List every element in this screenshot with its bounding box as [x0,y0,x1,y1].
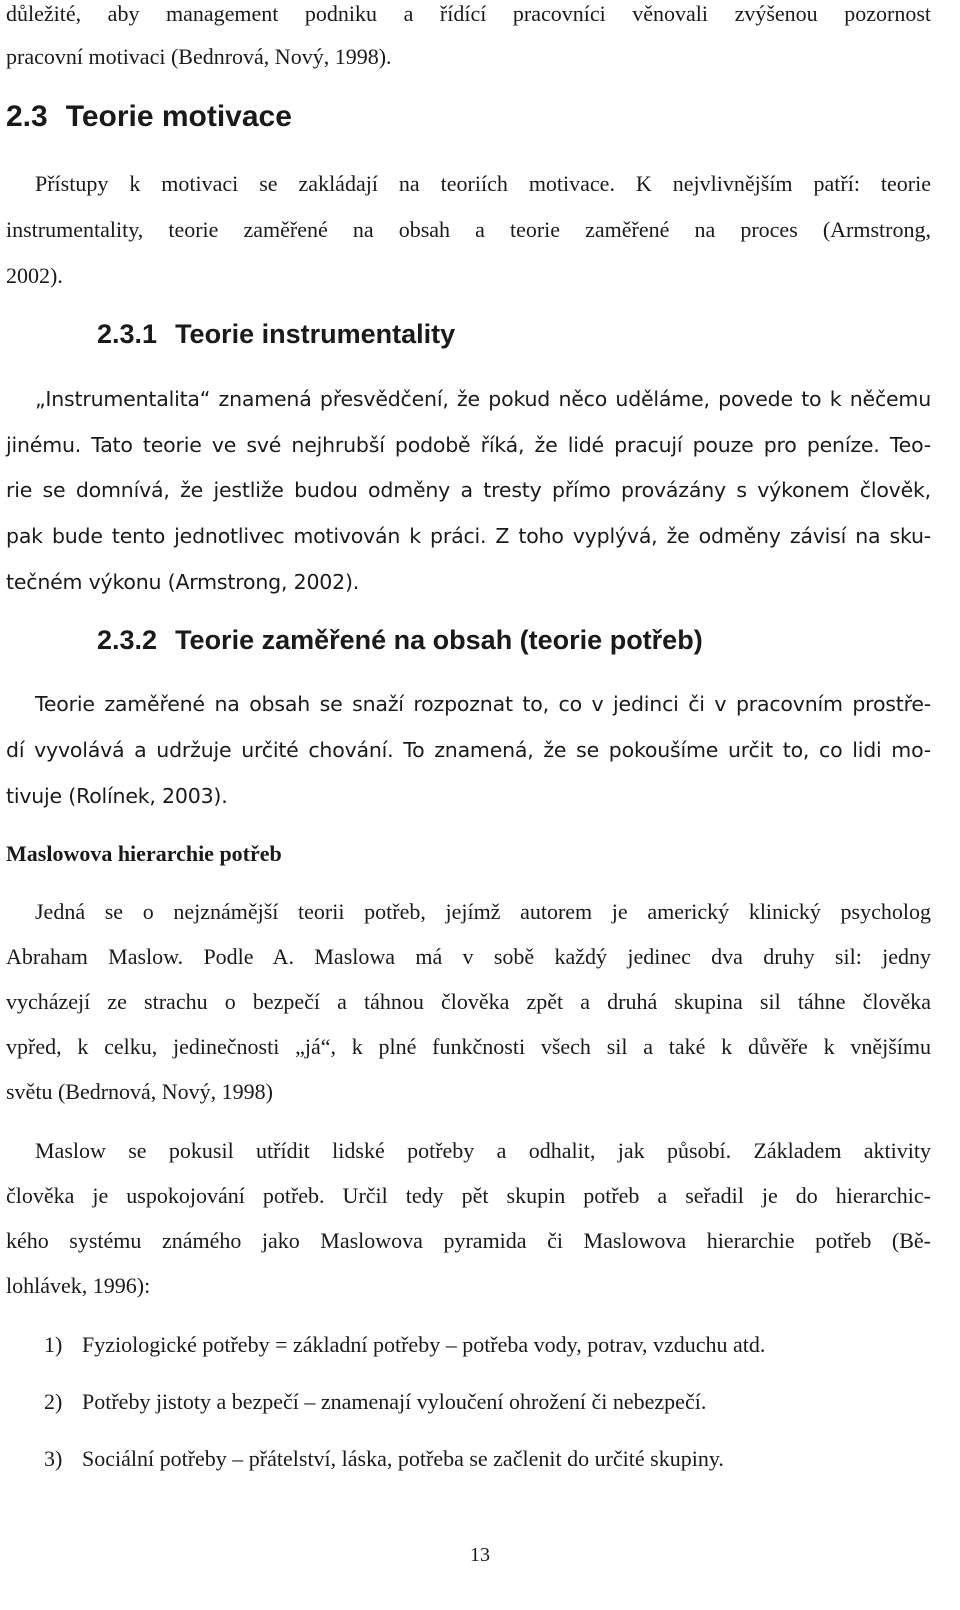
paragraph-line: vpřed, k celku, jedinečnosti „já“, k plné funkčnosti všech sil a také k důvěře k vnějšímu [6,1034,931,1059]
list-item [44,1445,724,1473]
subsection-number: 2.3.2 [97,625,158,655]
paragraph-line: kého systému známého jako Maslowova pyramida či Maslowova hierarchie potřeb (Bě- [6,1228,931,1253]
paragraph-line: Jedná se o nejznámější teorii potřeb, jejímž autorem je americký klinický psycholog [35,899,931,924]
paragraph-line: lohlávek, 1996): [6,1273,151,1298]
paragraph-line: pak bude tento jednotlivec motivován k práci. Z toho vyplývá, že odměny závisí na sku- [6,524,931,548]
paragraph-line: instrumentality, teorie zaměřené na obsah a teorie zaměřené na proces (Armstrong, [6,217,931,242]
subsection-title: Teorie instrumentality [175,319,456,349]
subsection-title: Teorie zaměřené na obsah (teorie potřeb) [175,625,703,655]
list-item [44,1331,765,1359]
paragraph-line: rie se domnívá, že jestliže budou odměny a tresty přímo provázány s výkonem člověk, [6,478,931,502]
paragraph-line: tečném výkonu (Armstrong, 2002). [6,570,360,594]
paragraph-line: člověka je uspokojování potřeb. Určil tedy pět skupin potřeb a seřadil je do hierarchic- [6,1183,931,1208]
list-item-text: Fyziologické potřeby = základní potřeby – potřeba vody, potrav, vzduchu atd. [82,1332,766,1357]
maslow-heading: Maslowova hierarchie potřeb [6,841,282,866]
list-item-text: Sociální potřeby – přátelství, láska, potřeba se začlenit do určité skupiny. [82,1446,724,1471]
subsection-heading [97,317,897,351]
subsection-number: 2.3.1 [97,319,158,349]
paragraph-line: Přístupy k motivaci se zakládají na teoriích motivace. K nejvlivnějším patří: teorie [35,171,931,196]
paragraph-line: důležité, aby management podniku a řídící pracovníci věnovali zvýšenou pozornost [6,1,931,26]
paragraph-line: „Instrumentalita“ znamená přesvědčení, že pokud něco uděláme, povede to k něčemu [35,387,931,411]
list-item-number: 1) [44,1332,63,1357]
paragraph-line: tivuje (Rolínek, 2003). [6,784,228,808]
paragraph-line: Maslow se pokusil utřídit lidské potřeby a odhalit, jak působí. Základem aktivity [35,1138,931,1163]
paragraph-line: dí vyvolává a udržuje určité chování. To znamená, že se pokoušíme určit to, co lidi mo- [6,738,931,762]
paragraph-line: Abraham Maslow. Podle A. Maslowa má v sobě každý jedinec dva druhy sil: jedny [6,944,931,969]
paragraph-line: jinému. Tato teorie ve své nejhrubší podobě říká, že lidé pracují pouze pro peníze. Teo- [6,433,931,457]
paragraph-line: světu (Bedrnová, Nový, 1998) [6,1079,274,1104]
list-item-number: 3) [44,1446,63,1471]
list-item [44,1388,706,1416]
paragraph-line: pracovní motivaci (Bednrová, Nový, 1998). [6,44,392,69]
section-title: Teorie motivace [65,100,292,133]
subsection-heading [97,623,897,657]
paragraph-line: 2002). [6,263,63,288]
paragraph-line: vycházejí ze strachu o bezpečí a táhnou člověka zpět a druhá skupina sil táhne člověka [6,989,931,1014]
list-item-number: 2) [44,1389,63,1414]
paragraph-line: Teorie zaměřené na obsah se snaží rozpoznat to, co v jedinci či v pracovním prostře- [35,692,931,716]
section-heading [6,99,931,135]
page-number: 13 [470,1544,490,1566]
section-number: 2.3 [6,100,48,133]
list-item-text: Potřeby jistoty a bezpečí – znamenají vyloučení ohrožení či nebezpečí. [82,1389,707,1414]
